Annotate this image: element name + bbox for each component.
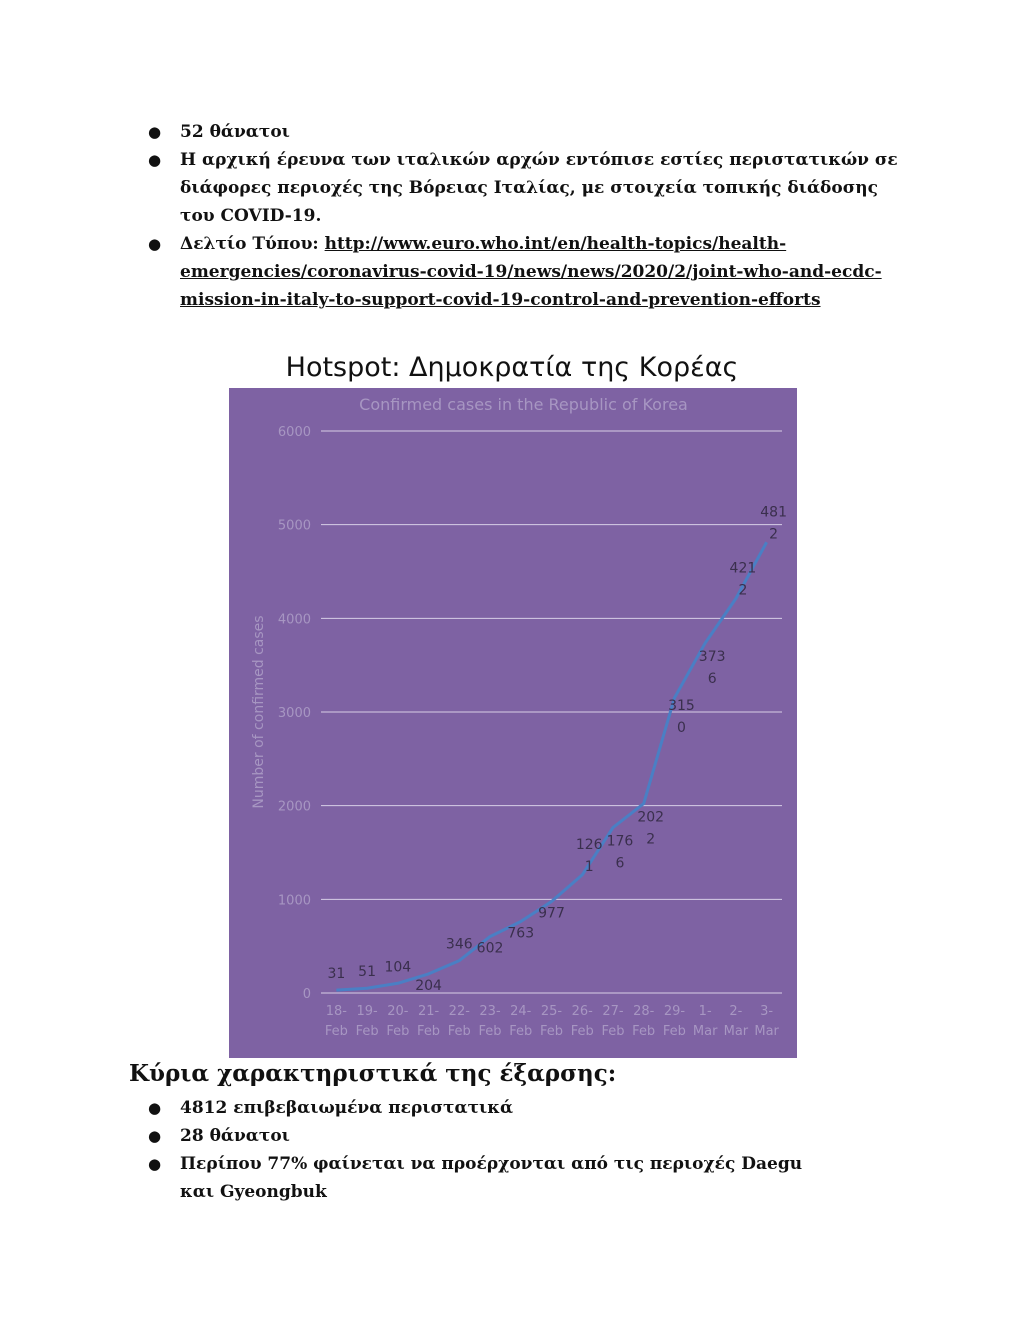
bullet-deaths-korea-text: 28 θάνατοι [180, 1126, 290, 1146]
bullet-dot-icon: ● [148, 1127, 162, 1145]
bullet-dot-icon: ● [148, 1155, 162, 1173]
bullet-investigation [148, 146, 908, 230]
hotspot-title: Hotspot: Δημοκρατία της Κορέας [285, 352, 739, 383]
chart-title: Confirmed cases in the Republic of Korea [359, 395, 688, 414]
data-label: 104 [384, 959, 412, 976]
data-label: 31 [327, 966, 346, 983]
bullet-dot-icon: ● [148, 1099, 162, 1117]
x-tick-label: 20-Feb [386, 1004, 410, 1039]
x-tick-label: 25-Feb [539, 1004, 564, 1039]
y-tick-label: 0 [302, 987, 311, 1002]
bullet-dot-icon: ● [148, 123, 162, 141]
x-tick-label: 2-Mar [723, 1004, 749, 1039]
confirmed-cases-chart [229, 388, 797, 1058]
press-release-label: Δελτίο Τύπου: [180, 234, 325, 254]
x-tick-label: 28-Feb [632, 1004, 656, 1039]
data-label: 204 [415, 977, 442, 994]
data-label: 202 2 [637, 809, 665, 848]
y-tick-label: 3000 [277, 706, 311, 721]
bullet-deaths-korea [148, 1122, 828, 1150]
data-label: 126 1 [575, 836, 603, 875]
series-line [336, 542, 766, 990]
y-tick-label: 5000 [277, 518, 311, 534]
bullet-confirmed-text: 4812 επιβεβαιωμένα περιστατικά [180, 1098, 514, 1118]
x-tick-label: 18-Feb [324, 1004, 348, 1039]
x-tick-label: 29-Feb [662, 1004, 686, 1039]
y-tick-label: 2000 [277, 799, 311, 815]
bullet-deaths-text: 52 θάνατοι [180, 122, 290, 142]
x-tick-label: 27-Feb [601, 1004, 625, 1039]
data-label: 315 0 [668, 697, 695, 736]
x-tick-label: 26-Feb [570, 1004, 594, 1039]
data-label: 481 2 [760, 504, 788, 543]
bottom-bullet-list [148, 1094, 828, 1206]
x-tick-label: 19-Feb [355, 1004, 379, 1039]
x-tick-label: 24-Feb [509, 1004, 533, 1039]
data-label: 602 [476, 940, 504, 957]
x-tick-label: 22-Feb [447, 1004, 471, 1039]
bullet-regions [148, 1150, 828, 1206]
bullet-investigation-text: Η αρχική έρευνα των ιταλικών αρχών εντόπισε εστίες περιστατικών σε διάφορες περιοχές της Βόρειας Ιταλίας, με στοιχεία τοπικής διάδοσης του COVID-19. [180, 150, 898, 226]
section-heading: Κύρια χαρακτηριστικά της έξαρσης: [129, 1060, 617, 1087]
y-tick-label: 1000 [277, 893, 311, 909]
x-tick-label: 3-Mar [754, 1004, 779, 1039]
press-release-link[interactable]: http://www.euro.who.int/en/health-topics/health-emergencies/coronavirus-covid-19/news/news/2020/2/joint-who-and-ecdc-mission-in-italy-to-support-covid-19-control-and-prevention-efforts [180, 234, 882, 310]
top-bullet-list [148, 118, 908, 314]
x-tick-label: 23-Feb [478, 1004, 502, 1039]
bullet-regions-text: Περίπου 77% φαίνεται να προέρχονται από τις περιοχές Daegu και Gyeongbuk [180, 1154, 803, 1202]
data-label: 176 6 [606, 833, 634, 872]
bullet-dot-icon: ● [148, 151, 162, 169]
x-tick-label: 21-Feb [417, 1004, 441, 1039]
data-label: 51 [358, 964, 377, 981]
bullet-dot-icon: ● [148, 235, 162, 253]
x-tick-label: 1-Mar [692, 1004, 718, 1039]
data-label: 763 [507, 925, 535, 942]
bullet-press-release [148, 230, 908, 314]
data-label: 421 2 [729, 560, 757, 599]
y-axis-label: Number of confirmed cases [251, 615, 267, 809]
y-tick-label: 6000 [277, 425, 311, 440]
data-label: 346 [445, 936, 473, 953]
chart-panel [229, 388, 797, 1058]
data-label: 977 [538, 905, 565, 922]
bullet-deaths [148, 118, 908, 146]
bullet-confirmed [148, 1094, 828, 1122]
data-label: 373 6 [698, 649, 726, 688]
y-tick-label: 4000 [277, 612, 311, 628]
